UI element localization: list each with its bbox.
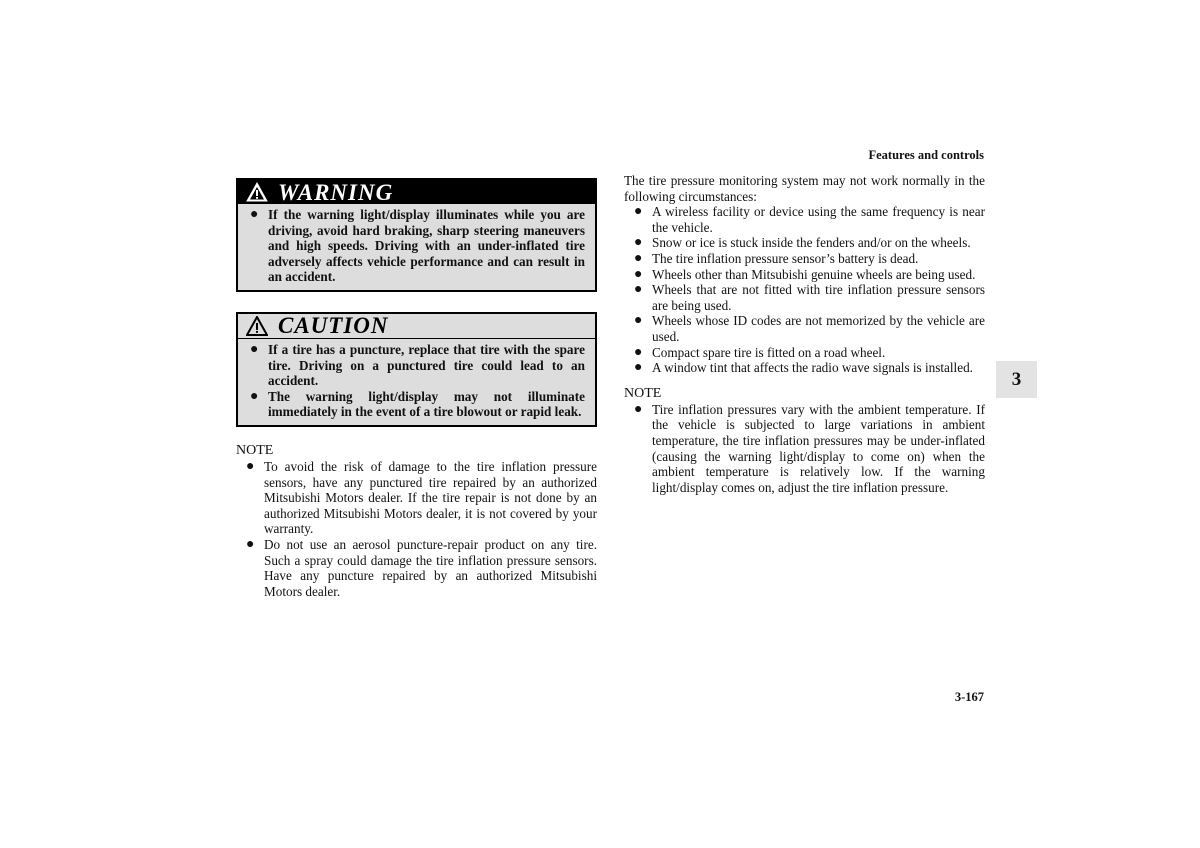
note-label: NOTE <box>236 442 274 458</box>
section-header: Features and controls <box>868 148 984 162</box>
bullet-icon: ● <box>634 313 643 329</box>
note-label: NOTE <box>624 385 662 401</box>
bullet-icon: ● <box>634 204 643 220</box>
warning-triangle-icon <box>246 182 268 202</box>
note-item: ● To avoid the risk of damage to the tire inflation pressure sensors, have any punctured tire repaired by an authorized Mitsubishi Motors dealer. If the tire repair is not done by an authorized Mitsubishi Motors dealer, it is not covered by your warranty. <box>246 458 597 537</box>
bullet-icon: ● <box>250 341 259 357</box>
bullet-icon: ● <box>250 207 259 222</box>
caution-item: ● If a tire has a puncture, replace that tire with the spare tire. Driving on a punctured tire could lead to an accident. <box>250 341 585 389</box>
left-column <box>236 178 597 599</box>
page-number: 3-167 <box>954 690 984 704</box>
list-item: ● Compact spare tire is fitted on a road wheel. <box>634 344 886 360</box>
warning-title: WARNING <box>278 179 394 205</box>
list-item: ● The tire inflation pressure sensor’s battery is dead. <box>634 250 919 266</box>
bullet-icon: ● <box>634 401 643 417</box>
caution-header <box>238 314 595 339</box>
list-item: ● Wheels that are not fitted with tire inflation pressure sensors are being used. <box>634 282 985 313</box>
caution-triangle-icon <box>246 316 268 336</box>
note-left <box>236 443 597 599</box>
bullet-icon: ● <box>250 388 259 404</box>
warning-box <box>236 178 597 292</box>
bullet-icon: ● <box>634 266 643 282</box>
caution-box <box>236 312 597 427</box>
note-item: ● Do not use an aerosol puncture-repair product on any tire. Such a spray could damage the tire inflation pressure sensors. Have any puncture repaired by an authorized Mitsubishi Motors dealer. <box>246 536 597 599</box>
bullet-icon: ● <box>634 282 643 298</box>
caution-item: ● The warning light/display may not illuminate immediately in the event of a tire blowout or rapid leak. <box>250 388 585 420</box>
list-item: ● Snow or ice is stuck inside the fenders and/or on the wheels. <box>634 235 971 251</box>
bullet-icon: ● <box>634 344 643 360</box>
warning-item: ● If the warning light/display illuminates while you are driving, avoid hard braking, sharp steering maneuvers and high speeds. Driving with an under-inflated tire adversely affects vehicle performance and can result in an accident. <box>250 207 585 285</box>
bullet-icon: ● <box>246 458 255 474</box>
bullet-icon: ● <box>634 360 643 376</box>
chapter-tab: 3 <box>996 361 1037 398</box>
intro-paragraph: The tire pressure monitoring system may not work normally in the following circumstances: <box>624 173 985 204</box>
list-item: ● Wheels whose ID codes are not memorized by the vehicle are used. <box>634 313 985 344</box>
list-item: ● Wheels other than Mitsubishi genuine wheels are being used. <box>634 266 976 282</box>
bullet-icon: ● <box>634 250 643 266</box>
warning-header <box>238 180 595 204</box>
list-item: ● A window tint that affects the radio wave signals is installed. <box>634 360 973 376</box>
note-right <box>624 386 985 496</box>
caution-title: CAUTION <box>278 313 389 339</box>
bullet-icon: ● <box>634 235 643 251</box>
list-item: ● A wireless facility or device using the same frequency is near the vehicle. <box>634 204 985 235</box>
bullet-icon: ● <box>246 536 255 552</box>
right-column <box>624 173 985 495</box>
circumstance-list <box>624 204 985 376</box>
note-item: ● Tire inflation pressures vary with the ambient temperature. If the vehicle is subjected to large variations in ambient temperature, the tire inflation pressures may be under-inflated (causing the warning light/display to come on) when the ambient temperature is relatively low. If the warning light/display comes on, adjust the tire inflation pressure. <box>634 401 985 495</box>
